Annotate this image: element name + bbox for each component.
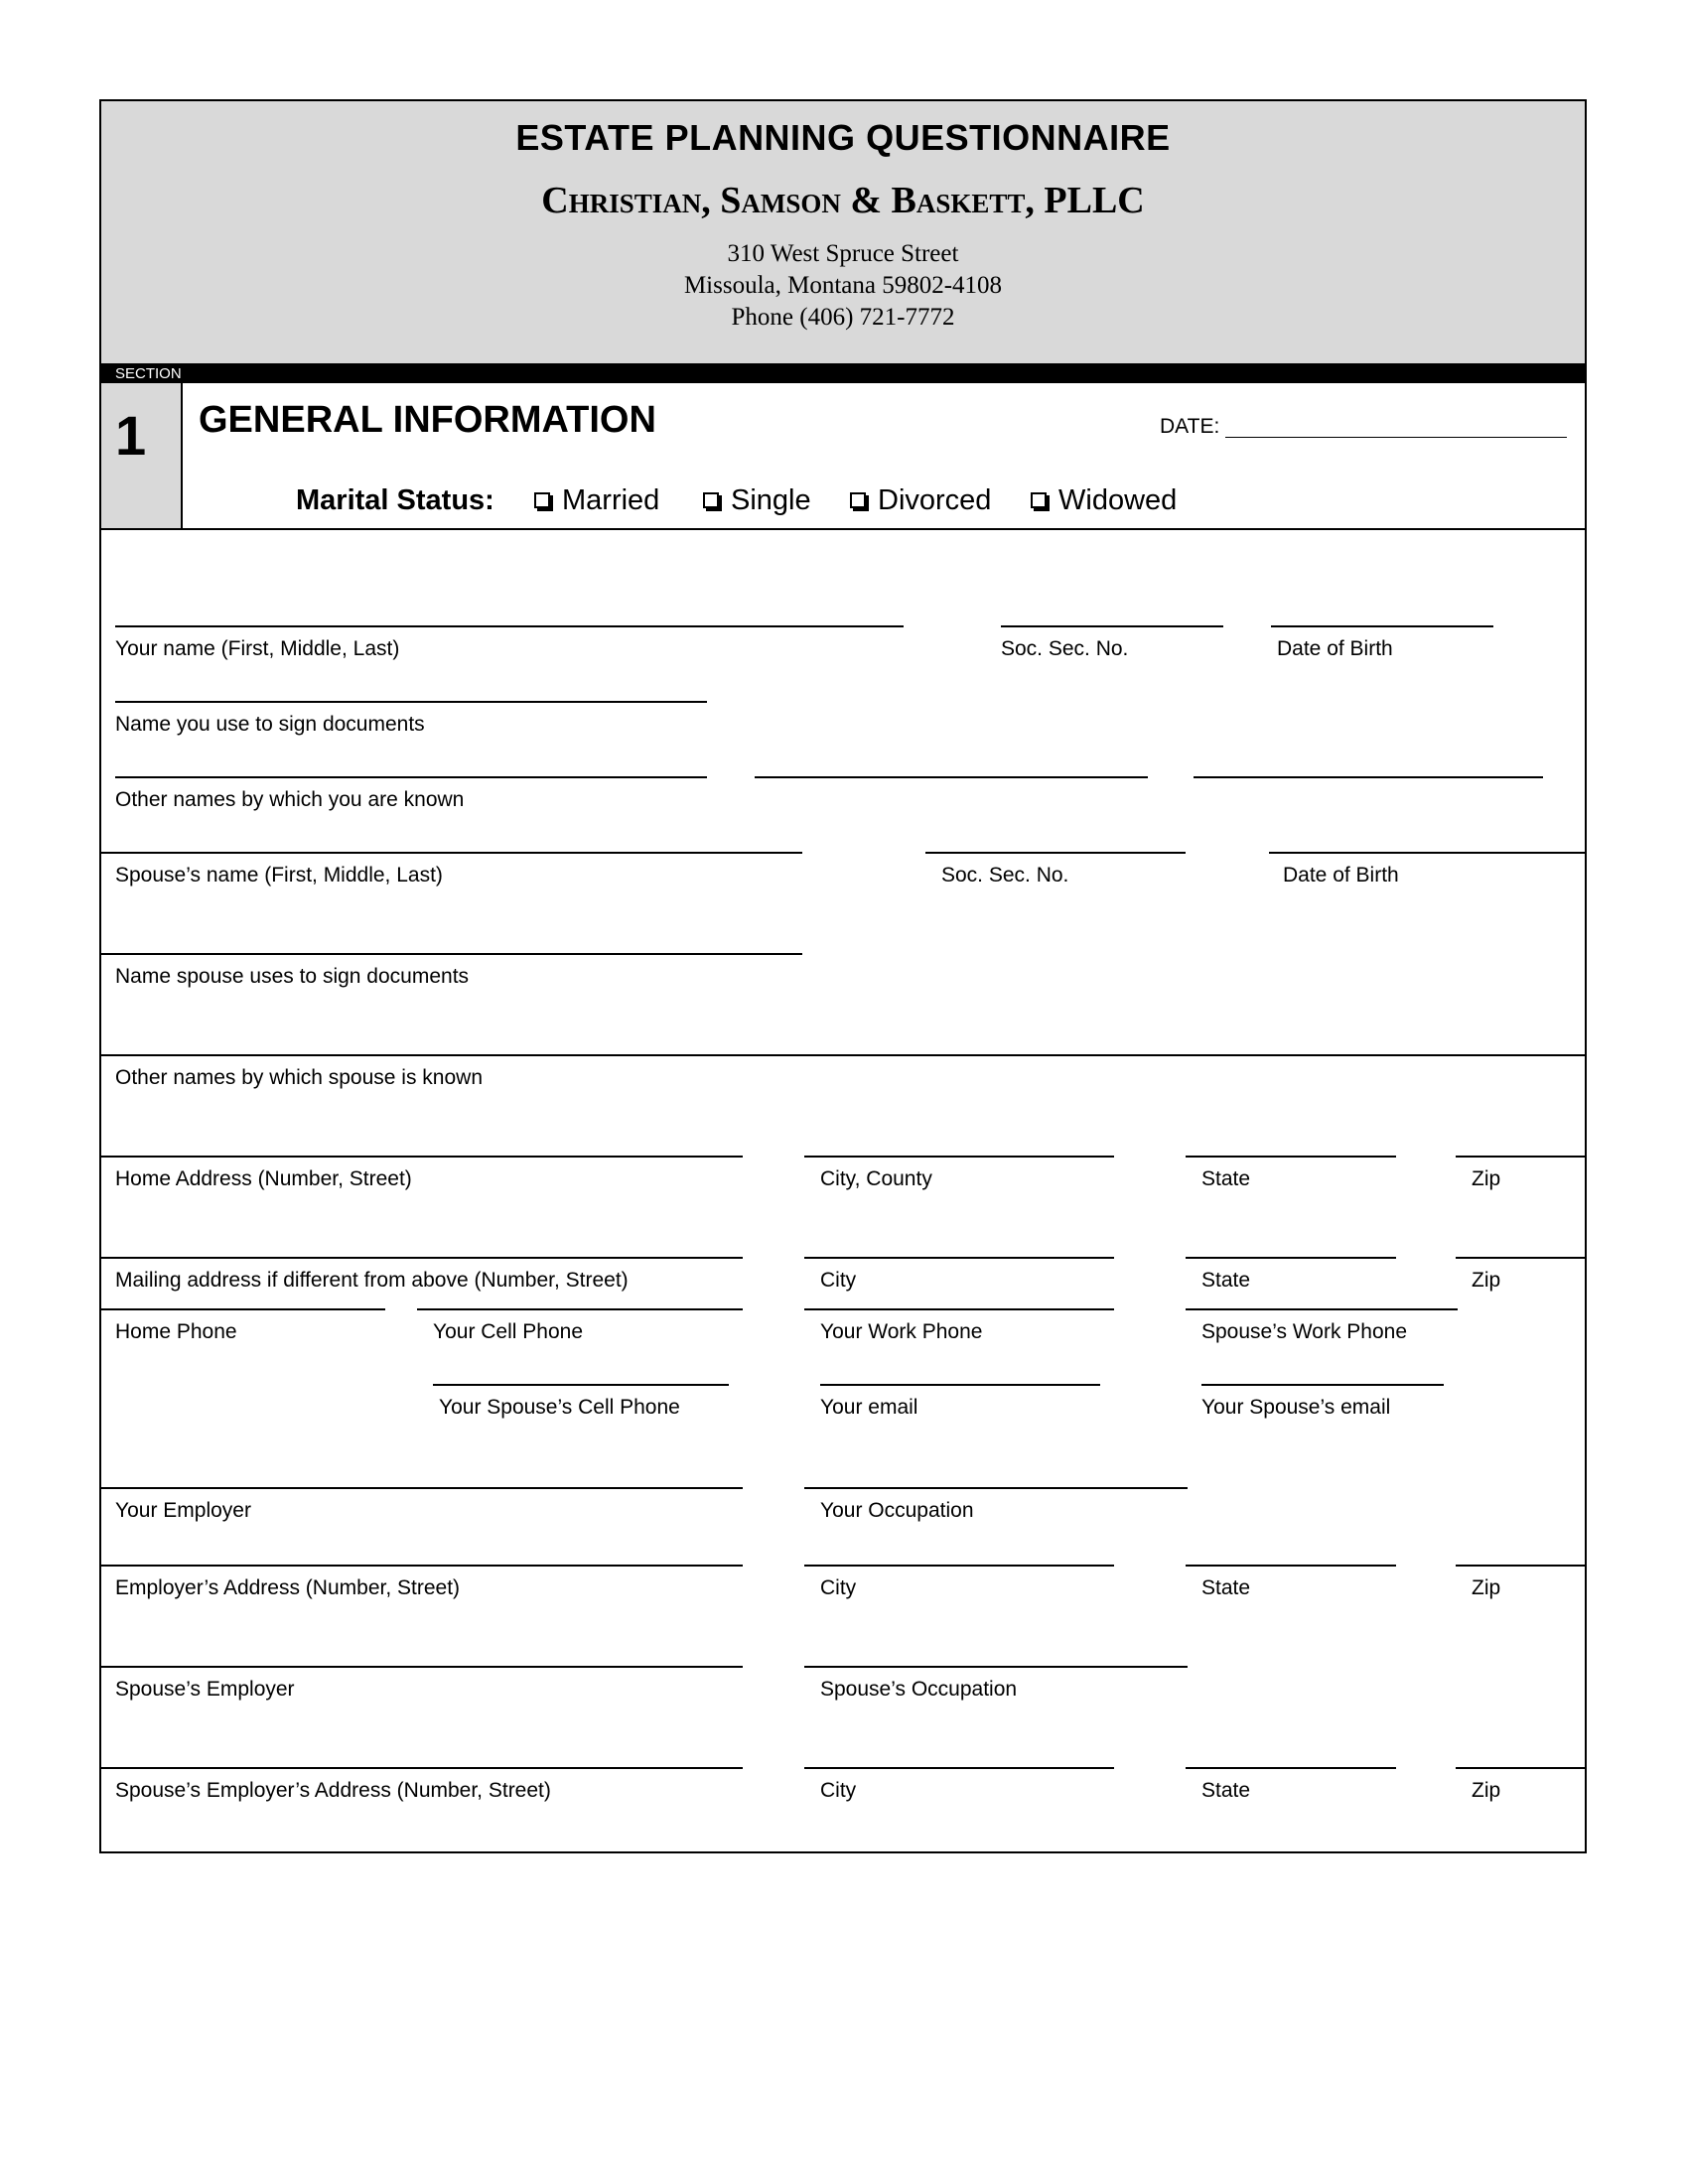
spouse-employer-city-label: City [820,1779,857,1802]
mailing-address-label: Mailing address if different from above (Number, Street) [115,1269,629,1292]
your-occupation-label: Your Occupation [820,1499,974,1522]
spouse-dob-field[interactable] [1269,852,1585,854]
home-phone-label: Home Phone [115,1320,237,1343]
section-bar [101,365,1585,383]
spouse-employer-address-field[interactable] [101,1767,743,1769]
section-divider [101,528,1585,530]
employer-address-field[interactable] [101,1565,743,1567]
home-address-label: Home Address (Number, Street) [115,1167,412,1190]
form-header [101,101,1585,365]
spouse-occupation-label: Spouse’s Occupation [820,1678,1018,1701]
firm-street: 310 West Spruce Street [727,240,959,267]
state-field[interactable] [1186,1156,1396,1158]
firm-city: Missoula, Montana 59802-4108 [683,272,1003,299]
mailing-city-field[interactable] [804,1257,1114,1259]
ssn-label: Soc. Sec. No. [1001,637,1129,660]
spouse-work-phone-field[interactable] [1186,1308,1458,1310]
checkbox-icon[interactable] [703,492,719,508]
spouse-employer-city-field[interactable] [804,1767,1114,1769]
spouse-email-label: Your Spouse’s email [1201,1396,1391,1419]
section-label: SECTION [115,365,182,382]
firm-phone: Phone (406) 721-7772 [731,304,955,331]
dob-field[interactable] [1271,625,1493,627]
marital-status-label: Marital Status: [296,484,494,516]
spouse-employer-state-field[interactable] [1186,1767,1396,1769]
mailing-city-label: City [820,1269,857,1292]
employer-city-label: City [820,1576,857,1599]
employer-city-field[interactable] [804,1565,1114,1567]
spouse-cell-field[interactable] [433,1384,729,1386]
spouse-cell-label: Your Spouse’s Cell Phone [439,1396,680,1419]
date-field[interactable] [1225,437,1567,438]
spouse-email-field[interactable] [1201,1384,1444,1386]
checkbox-divorced[interactable]: Divorced [850,484,991,517]
city-county-label: City, County [820,1167,932,1190]
checkbox-widowed[interactable]: Widowed [1031,484,1177,517]
your-email-label: Your email [820,1396,918,1419]
spouse-sign-label: Name spouse uses to sign documents [115,965,470,988]
spouse-employer-field[interactable] [101,1666,743,1668]
section-title: GENERAL INFORMATION [199,399,656,441]
state-label: State [1201,1167,1251,1190]
mailing-zip-field[interactable] [1456,1257,1585,1259]
your-name-field[interactable] [115,625,904,627]
other-name-field-1[interactable] [115,776,707,778]
sign-name-field[interactable] [115,701,707,703]
spouse-occupation-field[interactable] [804,1666,1188,1668]
your-cell-field[interactable] [417,1308,743,1310]
checkbox-icon[interactable] [850,492,866,508]
dob-label: Date of Birth [1277,637,1393,660]
spouse-other-field[interactable] [101,1054,1585,1056]
spouse-work-phone-label: Spouse’s Work Phone [1201,1320,1408,1343]
firm-name: Christian, Samson & Baskett, PLLC [541,180,1145,221]
zip-label: Zip [1472,1167,1501,1190]
mailing-state-label: State [1201,1269,1251,1292]
mailing-state-field[interactable] [1186,1257,1396,1259]
spouse-ssn-field[interactable] [925,852,1186,854]
sign-name-label: Name you use to sign documents [115,713,425,736]
other-names-label: Other names by which you are known [115,788,465,811]
employer-address-label: Employer’s Address (Number, Street) [115,1576,461,1599]
zip-field[interactable] [1456,1156,1585,1158]
other-name-field-3[interactable] [1194,776,1543,778]
spouse-name-label: Spouse’s name (First, Middle, Last) [115,864,443,887]
employer-zip-field[interactable] [1456,1565,1585,1567]
spouse-other-label: Other names by which spouse is known [115,1066,484,1089]
mailing-address-field[interactable] [101,1257,743,1259]
checkbox-icon[interactable] [1031,492,1047,508]
your-work-phone-label: Your Work Phone [820,1320,983,1343]
ssn-field[interactable] [1001,625,1223,627]
spouse-employer-zip-label: Zip [1472,1779,1501,1802]
spouse-employer-zip-field[interactable] [1456,1767,1585,1769]
date-label: DATE: [1160,415,1220,438]
home-address-field[interactable] [101,1156,743,1158]
your-employer-field[interactable] [101,1487,743,1489]
section-number: 1 [101,383,183,528]
your-work-phone-field[interactable] [804,1308,1114,1310]
your-cell-label: Your Cell Phone [433,1320,583,1343]
your-name-label: Your name (First, Middle, Last) [115,637,400,660]
spouse-ssn-label: Soc. Sec. No. [941,864,1069,887]
form-title: ESTATE PLANNING QUESTIONNAIRE [515,117,1171,158]
city-county-field[interactable] [804,1156,1114,1158]
spouse-sign-field[interactable] [101,953,802,955]
spouse-employer-label: Spouse’s Employer [115,1678,295,1701]
your-employer-label: Your Employer [115,1499,251,1522]
your-occupation-field[interactable] [804,1487,1188,1489]
checkbox-married[interactable]: Married [534,484,659,517]
employer-state-label: State [1201,1576,1251,1599]
your-email-field[interactable] [820,1384,1100,1386]
home-phone-field[interactable] [101,1308,385,1310]
employer-zip-label: Zip [1472,1576,1501,1599]
employer-state-field[interactable] [1186,1565,1396,1567]
spouse-employer-address-label: Spouse’s Employer’s Address (Number, Street) [115,1779,551,1802]
spouse-name-field[interactable] [101,852,802,854]
checkbox-icon[interactable] [534,492,550,508]
mailing-zip-label: Zip [1472,1269,1501,1292]
spouse-employer-state-label: State [1201,1779,1251,1802]
spouse-dob-label: Date of Birth [1283,864,1399,887]
questionnaire-form [99,99,1587,1853]
checkbox-single[interactable]: Single [703,484,811,517]
other-name-field-2[interactable] [755,776,1148,778]
